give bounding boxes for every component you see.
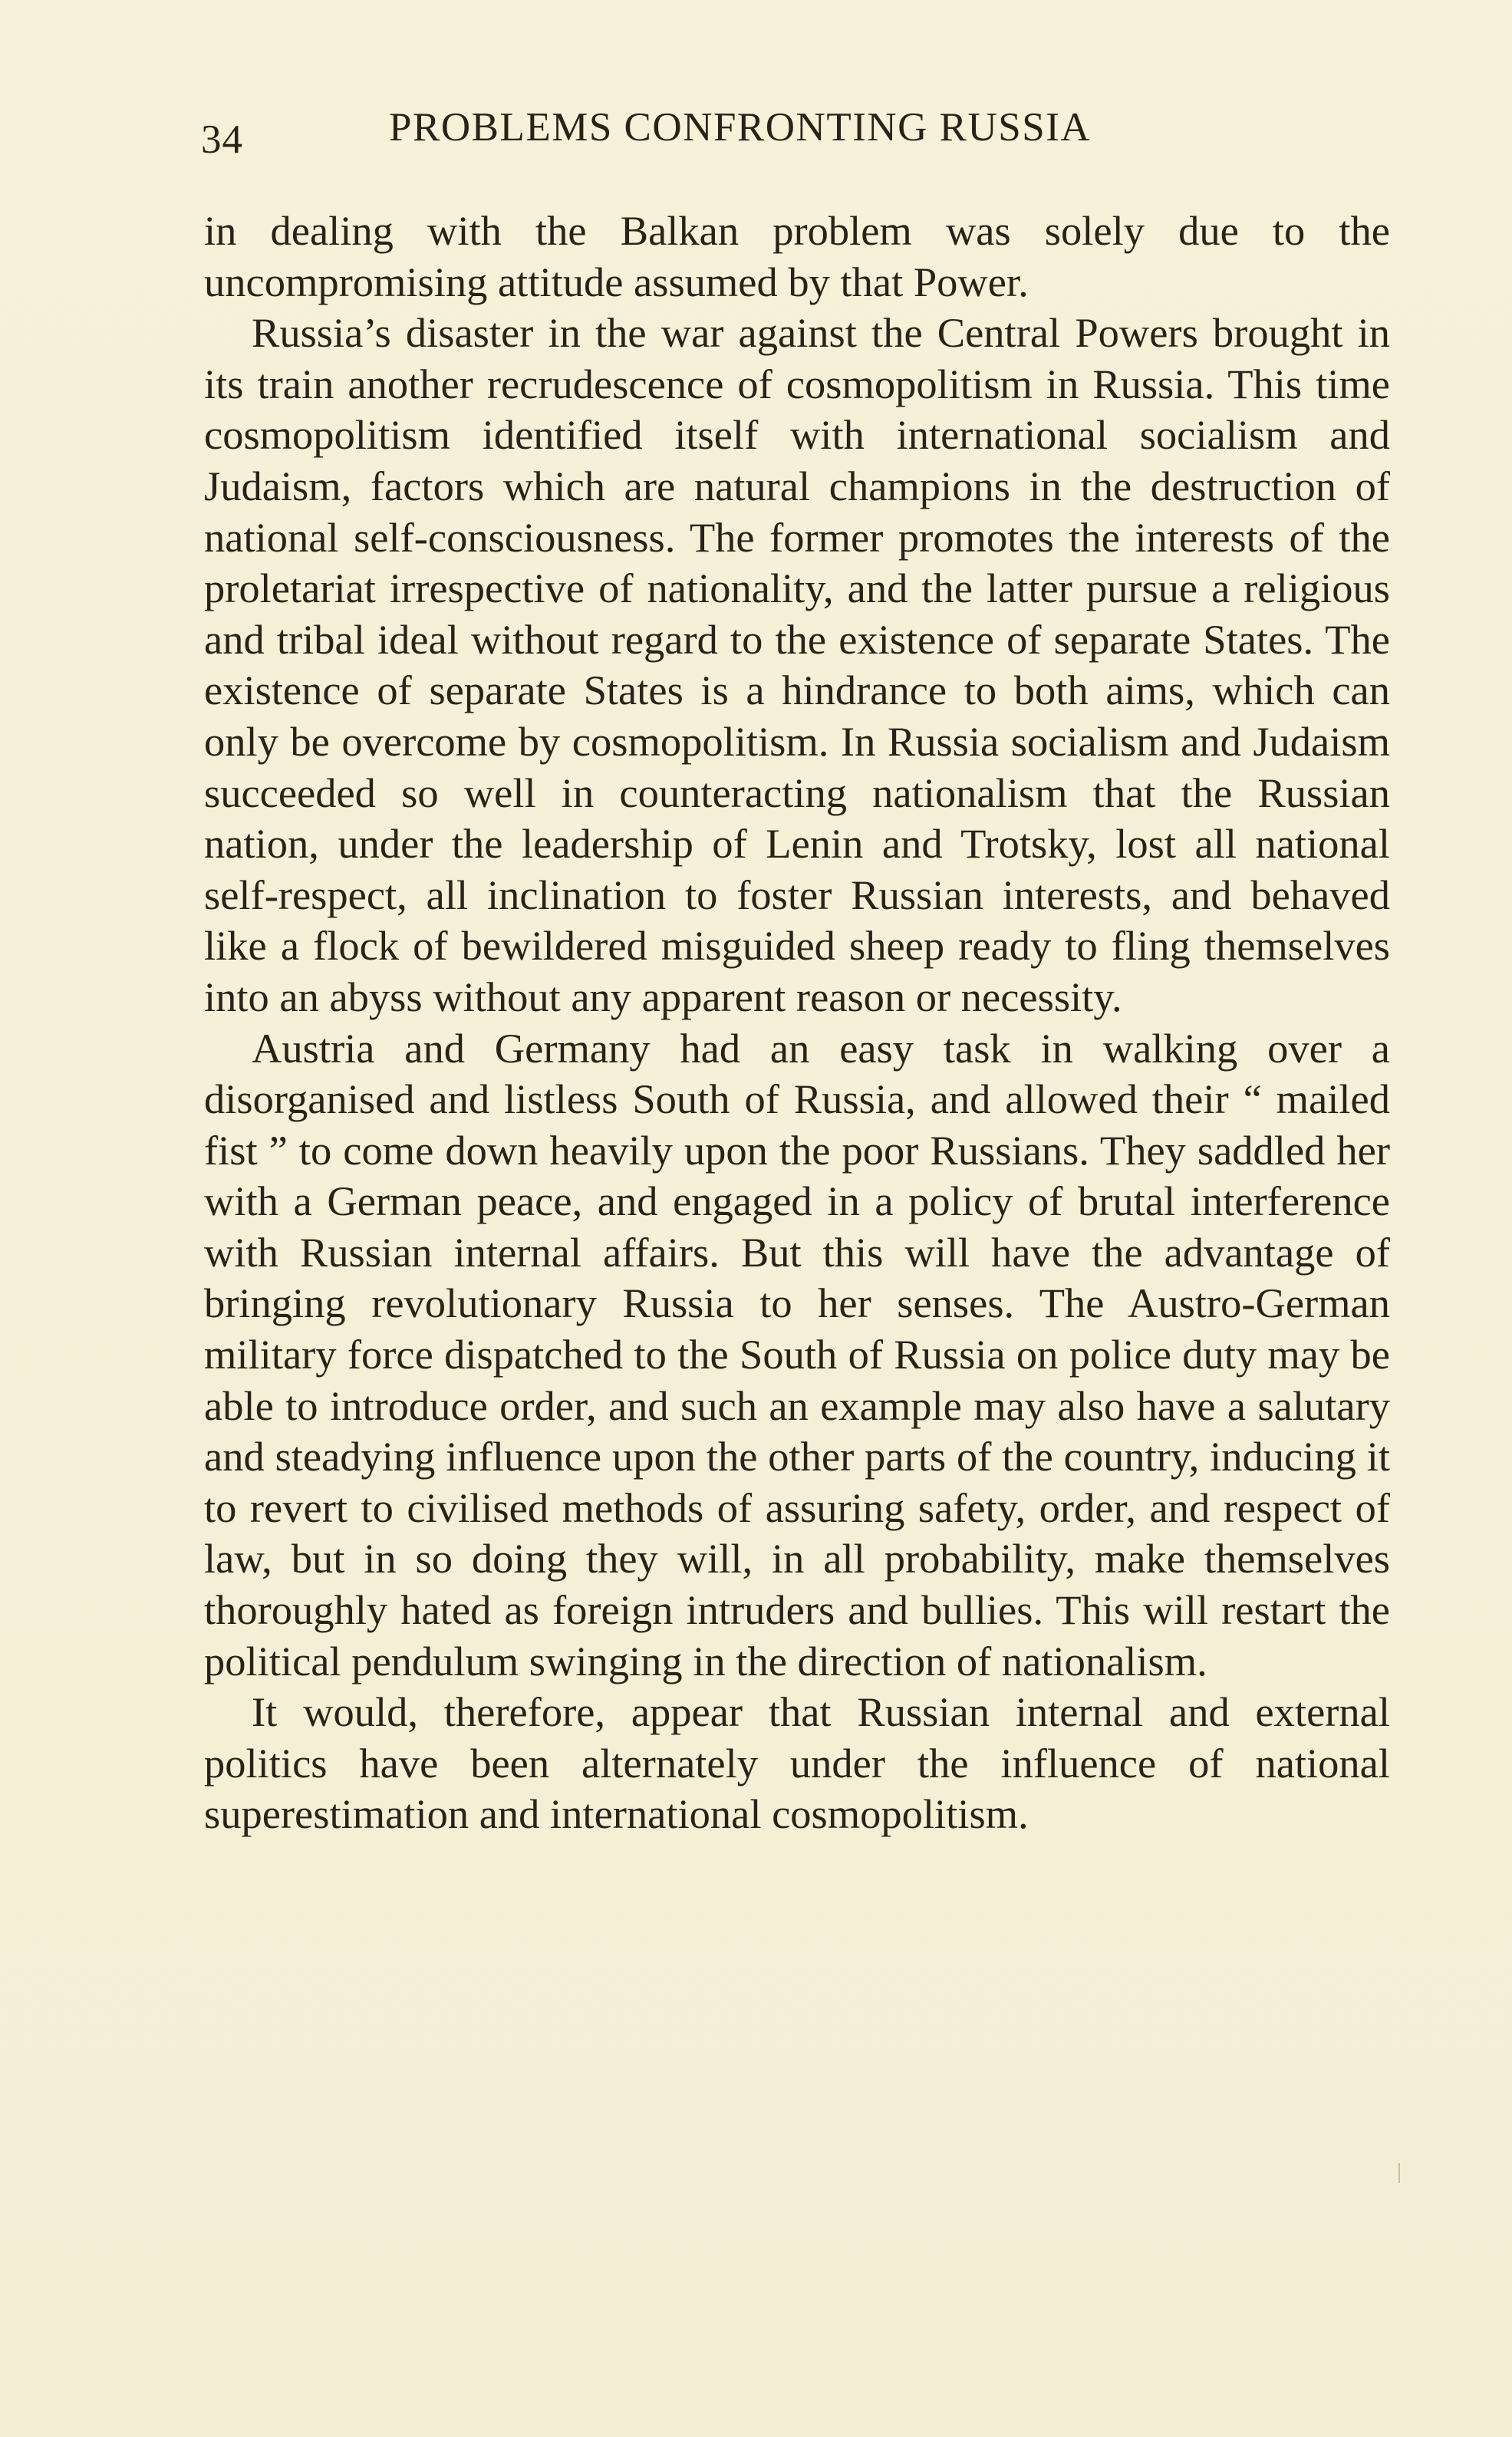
paragraph-conclusion: It would, therefore, appear that Russian internal and external politics have been alternately under the influence of national superestimation and international cosmopolitism. [204,1688,1390,1838]
scan-artifact [1398,2163,1400,2183]
page-number: 34 [201,117,243,162]
page-header [201,100,1398,169]
paragraph-continuation: in dealing with the Balkan problem was solely due to the uncompromising attitude assumed by that Power. [204,207,1390,305]
running-head: PROBLEMS CONFRONTING RUSSIA [389,105,1092,150]
body-text [204,206,1390,1840]
paragraph-austria-germany: Austria and Germany had an easy task in walking over a disorganised and listless South of Russia, and allowed their “ mailed fist ” to come down heavily upon the poor Russians. They saddled her with a German peace, and engaged in a policy of brutal interference with Russian internal affairs. But this will have the advantage of bringing revolutionary Russia to her senses. The Austro-German military force dispatched to the South of Russia on police duty may be able to introduce order, and such an example may also have a salutary and steadying influence upon the other parts of the country, inducing it to revert to civilised methods of assuring safety, order, and respect of law, but in so doing they will, in all probability, make themselves thoroughly hated as foreign intruders and bullies. This will restart the political pendulum swinging in the direction of nationalism. [204,1024,1390,1684]
paragraph-cosmopolitism: Russia’s disaster in the war against the Central Powers brought in its train another recrudescence of cosmopolitism in Russia. This time cosmopolitism identified itself with international socialism and Judaism, factors which are natural champions in the destruction of national self-consciousness. The former promotes the interests of the proletariat irrespective of nationality, and the latter pursue a religious and tribal ideal without regard to the existence of separate States. The existence of separate States is a hindrance to both aims, which can only be overcome by cosmopolitism. In Russia socialism and Judaism succeeded so well in counteracting nationalism that the Russian nation, under the leadership of Lenin and Trotsky, lost all national self-respect, all inclination to foster Russian interests, and behaved like a flock of bewildered misguided sheep ready to fling themselves into an abyss without any apparent reason or necessity. [204,309,1390,1020]
